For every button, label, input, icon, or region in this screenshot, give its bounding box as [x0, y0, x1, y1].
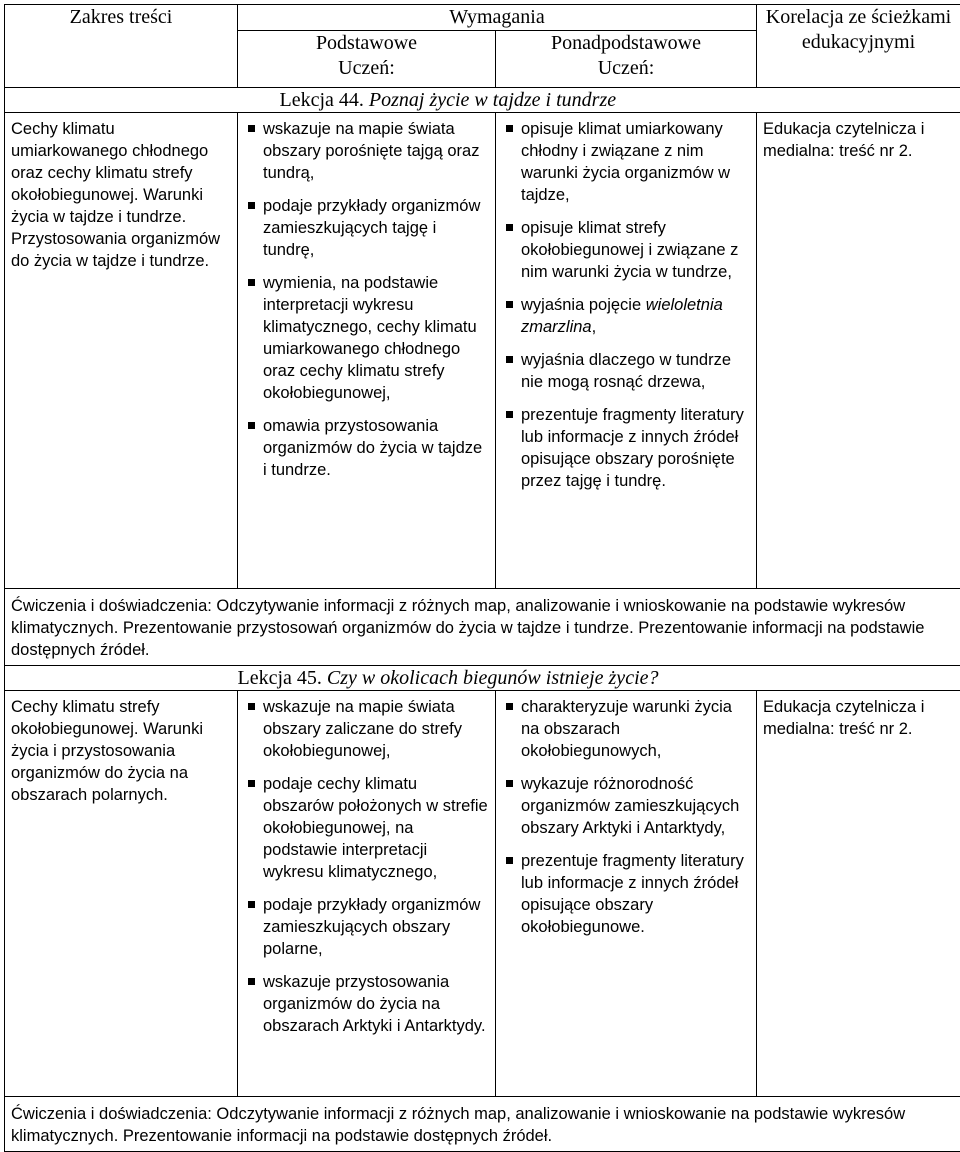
header-ponadpodstawowe-label: Ponadpodstawowe [502, 31, 750, 56]
lesson45-label: Lekcja 45. [238, 667, 322, 689]
lesson45-cwiczenia-row [5, 1097, 960, 1152]
lesson45-title-row [5, 666, 960, 691]
lesson44-title-row [5, 88, 960, 113]
list-item: prezentuje fragmenty literatury lub informacje z innych źródeł opisujące obszary porośnięte przez tajgę i tundrę. [521, 404, 750, 492]
lesson44-podstawowe [238, 113, 496, 589]
lesson45-cwiczenia: Ćwiczenia i doświadczenia: Odczytywanie informacji z różnych map, analizowanie i wnioskowanie na podstawie wykresów klimatycznych. Prezentowanie informacji na podstawie dostępnych źródeł. [5, 1097, 960, 1152]
list-item: wyjaśnia dlaczego w tundrze nie mogą rosnąć drzewa, [521, 349, 750, 393]
lesson44-topic: Poznaj życie w tajdze i tundrze [369, 89, 616, 111]
list-item: podaje przykłady organizmów zamieszkujących obszary polarne, [263, 894, 489, 960]
item-prefix: wyjaśnia pojęcie [521, 296, 646, 314]
list-item: podaje cechy klimatu obszarów położonych w strefie okołobiegunowej, na podstawie interpretacji wykresu klimatycznego, [263, 773, 489, 883]
header-podstawowe-uczen: Uczeń: [244, 56, 489, 81]
header-zakres: Zakres treści [5, 5, 238, 88]
list-item: omawia przystosowania organizmów do życia w tajdze i tundrze. [263, 415, 489, 481]
list-item: wymienia, na podstawie interpretacji wykresu klimatycznego, cechy klimatu umiarkowanego chłodnego oraz cechy klimatu strefy okołobiegunowej, [263, 272, 489, 404]
lesson44-title-blank [5, 88, 238, 113]
list-item: charakteryzuje warunki życia na obszarach okołobiegunowych, [521, 696, 750, 762]
lesson45-content-row [5, 691, 960, 1097]
lesson45-ponadpodstawowe-list [502, 696, 750, 938]
list-item: wykazuje różnorodność organizmów zamieszkujących obszary Arktyki i Antarktydy, [521, 773, 750, 839]
lesson45-ponadpodstawowe [496, 691, 757, 1097]
lesson44-zakres: Cechy klimatu umiarkowanego chłodnego oraz cechy klimatu strefy okołobiegunowej. Warunki życia w tajdze i tundrze. Przystosowania organizmów do życia w tajdze i tundrze. [5, 113, 238, 589]
header-podstawowe [238, 31, 496, 88]
lesson44-label: Lekcja 44. [280, 89, 364, 111]
header-row-1 [5, 5, 960, 31]
list-item: podaje przykłady organizmów zamieszkujących tajgę i tundrę, [263, 195, 489, 261]
header-ponadpodstawowe-uczen: Uczeń: [502, 56, 750, 81]
lesson44-cwiczenia: Ćwiczenia i doświadczenia: Odczytywanie informacji z różnych map, analizowanie i wnioskowanie na podstawie wykresów klimatycznych. Prezentowanie przystosowań organizmów do życia w tajdze i tundrze. Prezentowanie informacji na podstawie dostępnych źródeł. [5, 589, 960, 666]
lesson44-ponadpodstawowe [496, 113, 757, 589]
lesson44-title [238, 88, 960, 113]
lesson45-podstawowe-list [244, 696, 489, 1037]
lesson45-zakres: Cechy klimatu strefy okołobiegunowej. Warunki życia i przystosowania organizmów do życia na obszarach polarnych. [5, 691, 238, 1097]
list-item: wskazuje na mapie świata obszary porośnięte tajgą oraz tundrą, [263, 118, 489, 184]
lesson44-content-row [5, 113, 960, 589]
lesson45-title [238, 666, 960, 691]
list-item: opisuje klimat umiarkowany chłodny i związane z nim warunki życia organizmów w tajdze, [521, 118, 750, 206]
header-podstawowe-label: Podstawowe [244, 31, 489, 56]
curriculum-table [4, 4, 960, 1152]
list-item: wskazuje przystosowania organizmów do życia na obszarach Arktyki i Antarktydy. [263, 971, 489, 1037]
term-italic: wieloletnia zmarzlina [521, 296, 723, 336]
header-wymagania: Wymagania [238, 5, 757, 31]
list-item: prezentuje fragmenty literatury lub informacje z innych źródeł opisujące obszary okołobiegunowe. [521, 850, 750, 938]
lesson44-ponadpodstawowe-list [502, 118, 750, 492]
item-suffix: , [592, 318, 597, 336]
lesson45-podstawowe [238, 691, 496, 1097]
list-item: opisuje klimat strefy okołobiegunowej i związane z nim warunki życia w tundrze, [521, 217, 750, 283]
lesson44-cwiczenia-row [5, 589, 960, 666]
lesson45-topic: Czy w okolicach biegunów istnieje życie? [327, 667, 659, 689]
list-item: wskazuje na mapie świata obszary zaliczane do strefy okołobiegunowej, [263, 696, 489, 762]
lesson45-title-blank [5, 666, 238, 691]
lesson44-podstawowe-list [244, 118, 489, 481]
lesson45-korelacja: Edukacja czytelnicza i medialna: treść nr 2. [757, 691, 960, 1097]
lesson44-korelacja: Edukacja czytelnicza i medialna: treść nr 2. [757, 113, 960, 589]
header-korelacja: Korelacja ze ścieżkami edukacyjnymi [757, 5, 960, 88]
header-ponadpodstawowe [496, 31, 757, 88]
list-item [521, 294, 750, 338]
